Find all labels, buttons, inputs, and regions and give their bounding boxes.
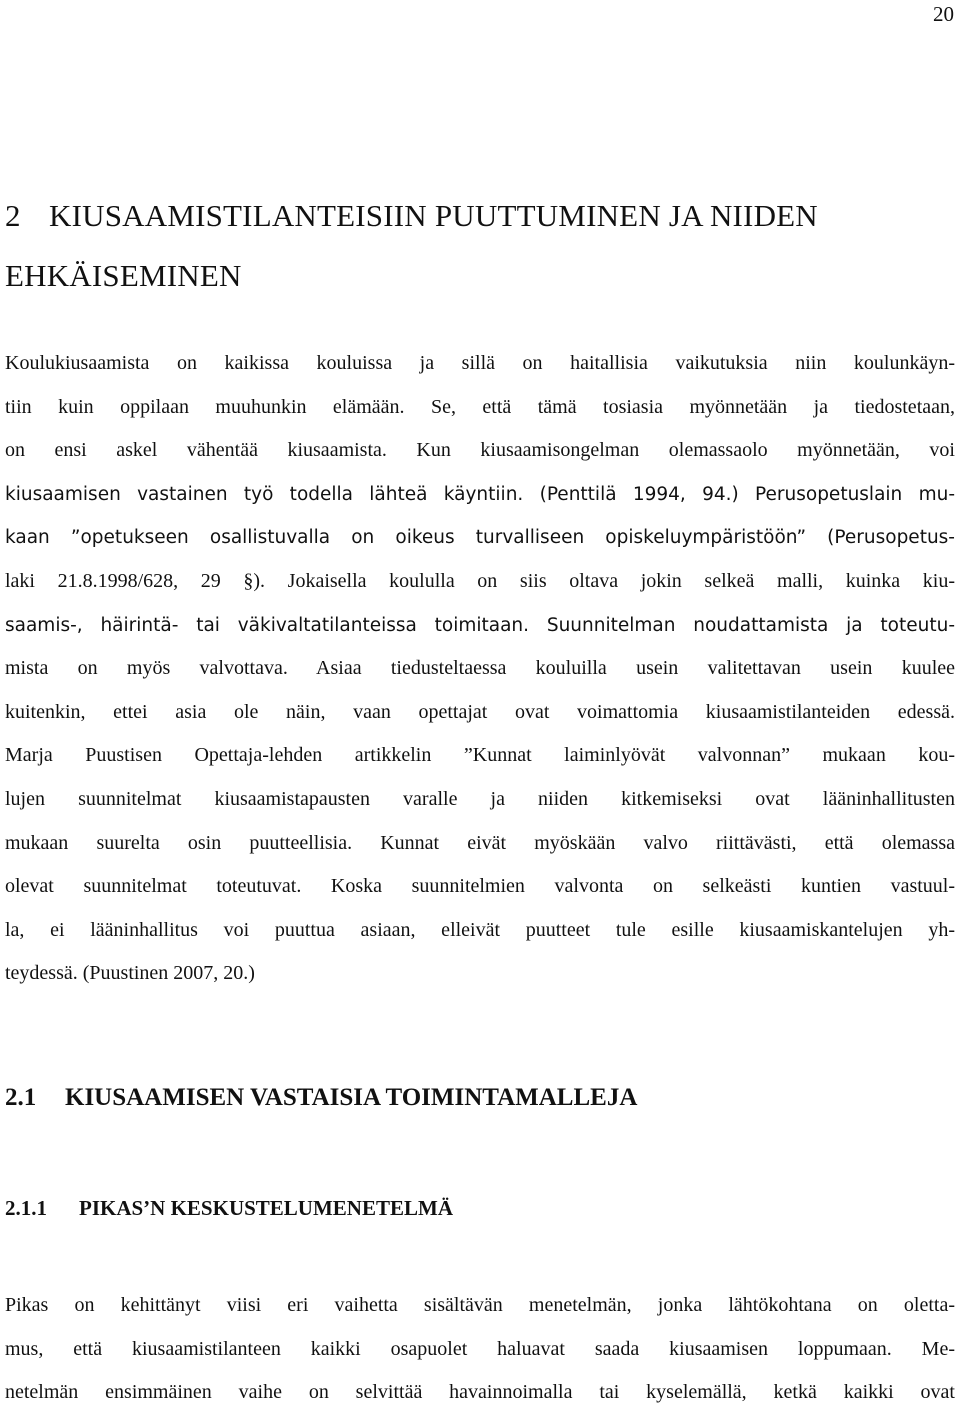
section-heading (5, 1078, 637, 1118)
chapter-heading (5, 186, 960, 306)
section-number: 2.1 (5, 1084, 37, 1111)
text-line: saamis-, häirintä- tai väkivaltatilanteissa toimitaan. Suunnitelman noudattamista ja toteutu- (5, 614, 955, 636)
text-line: Koulukiusaamista on kaikissa kouluissa ja sillä on haitallisia vaikutuksia niin koulunkäyn- (5, 352, 955, 374)
text-line: netelmän ensimmäinen vaihe on selvittää havainnoimalla tai kyselemällä, ketkä kaikki ovat (5, 1381, 955, 1404)
subsection-number: 2.1.1 (5, 1196, 47, 1220)
chapter-number: 2 (5, 198, 21, 233)
text-line: laki 21.8.1998/628, 29 §). Jokaisella koululla on siis oltava jokin selkeä malli, kuinka kiu- (5, 569, 955, 592)
body-paragraph-2 (5, 1284, 955, 1415)
chapter-title-line1: KIUSAAMISTILANTEISIIN PUUTTUMINEN JA NIIDEN (49, 198, 818, 233)
text-line: mista on myös valvottava. Asiaa tiedusteltaessa kouluilla usein valitettavan usein kuulee (5, 657, 955, 680)
text-line: teydessä. (Puustinen 2007, 20.) (5, 962, 255, 985)
text-line: kiusaamisen vastainen työ todella lähteä käyntiin. (Penttilä 1994, 94.) Perusopetuslain mu- (5, 483, 955, 505)
text-line: Marja Puustisen Opettaja-lehden artikkelin ”Kunnat laiminlyövät valvonnan” mukaan kou- (5, 744, 955, 767)
text-line: on ensi askel vähentää kiusaamista. Kun kiusaamisongelman olemassaolo myönnetään, voi (5, 439, 955, 462)
text-line: Pikas on kehittänyt viisi eri vaihetta sisältävän menetelmän, jonka lähtökohtana on oletta- (5, 1294, 955, 1316)
text-line: olevat suunnitelmat toteutuvat. Koska suunnitelmien valvonta on selkeästi kuntien vastuul- (5, 875, 955, 898)
section-title: KIUSAAMISEN VASTAISIA TOIMINTAMALLEJA (65, 1084, 638, 1111)
text-line: mukaan suurelta osin puutteellisia. Kunnat eivät myöskään valvo riittävästi, että olemassa (5, 831, 955, 854)
text-line: kaan ”opetukseen osallistuvalla on oikeus turvalliseen opiskeluympäristöön” (Perusopetus- (5, 527, 955, 549)
text-line: mus, että kiusaamistilanteen kaikki osapuolet haluavat saada kiusaamisen loppumaan. Me- (5, 1337, 955, 1360)
text-line: tiin kuin oppilaan muuhunkin elämään. Se, että tämä tosiasia myönnetään ja tiedostetaan, (5, 395, 955, 418)
subsection-title: PIKAS’N KESKUSTELUMENETELMÄ (79, 1196, 453, 1220)
subsection-heading (5, 1188, 453, 1228)
text-line: lujen suunnitelmat kiusaamistapausten varalle ja niiden kitkemiseksi ovat lääninhallitusten (5, 787, 955, 810)
text-line: kuitenkin, ettei asia ole näin, vaan opettajat ovat voimattomia kiusaamistilanteiden edessä. (5, 700, 955, 723)
text-line: la, ei lääninhallitus voi puuttua asiaan, elleivät puutteet tule esille kiusaamiskantelujen yh- (5, 918, 955, 941)
chapter-title-line2: EHKÄISEMINEN (5, 258, 242, 293)
page-number: 20 (933, 2, 954, 26)
body-paragraph-1 (5, 342, 955, 996)
